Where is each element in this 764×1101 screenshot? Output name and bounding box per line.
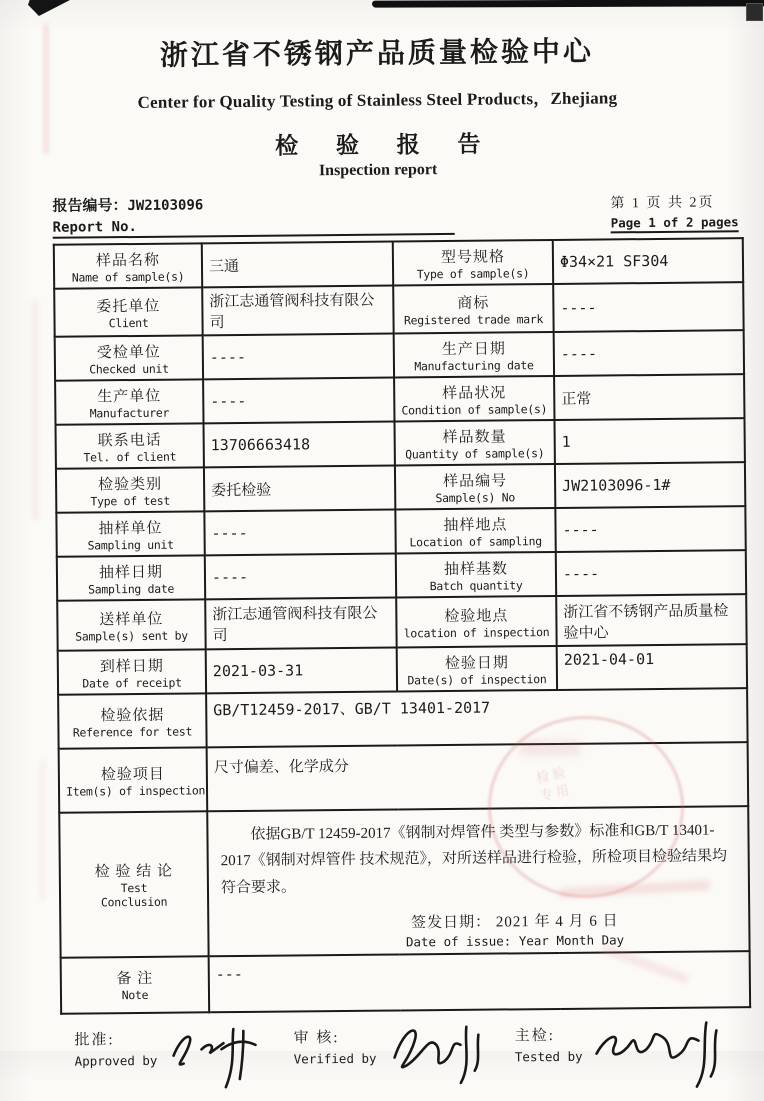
official-seal-stamp-text: 检 验 专 用	[534, 764, 571, 804]
label-en: Type of sample(s)	[416, 265, 530, 281]
label-cell	[56, 423, 204, 468]
label-cn: 样品状况	[442, 384, 507, 402]
conclusion-text: 依据GB/T 12459-2017《钢制对焊管件 类型与参数》标准和GB/T 13401-2017《钢制对焊管件 技术规范》，对所送样品进行检验，所检项目检验结果均符合要求。	[220, 822, 728, 896]
table-row	[55, 330, 744, 381]
page-info-en: Page 1 of 2 pages	[610, 214, 739, 231]
label-cell	[395, 508, 555, 554]
label-en: Tel. of client	[83, 449, 177, 464]
label-cn: 抽样地点	[443, 516, 508, 534]
label-en: Type of test	[90, 493, 171, 508]
label-cn: 商标	[457, 295, 490, 312]
verified-signature	[382, 1012, 513, 1095]
label-cell	[54, 243, 202, 288]
value-cell: JW2103096-1#	[555, 462, 745, 508]
table-row	[58, 644, 747, 695]
label-en: Date(s) of inspection	[407, 671, 547, 687]
label-cn: 抽样日期	[98, 564, 164, 581]
value-cell: 三通	[202, 242, 393, 288]
value-cell: 2021-03-31	[206, 647, 397, 693]
label-cn: 委托单位	[96, 298, 161, 315]
label-en: Name of sample(s)	[71, 269, 185, 285]
value-cell: 2021-04-01	[557, 644, 747, 690]
label-cell	[396, 552, 556, 598]
report-number-block	[52, 191, 454, 239]
value-cell: 浙江志通管阀科技有限公司	[202, 286, 393, 336]
label-cn: 抽样单位	[98, 520, 163, 537]
label-en: Note	[121, 988, 149, 1003]
table-row	[56, 506, 745, 557]
approved-signature-block	[74, 1026, 291, 1100]
value-cell: 正常	[554, 374, 744, 420]
label-cell	[55, 379, 203, 424]
report-number-label-cn: 报告编号：	[52, 198, 128, 215]
organization-title-cn: 浙江省不锈钢产品质量检验中心	[159, 36, 595, 72]
label-cn: 检验类别	[98, 476, 163, 493]
label-cn: 样品数量	[442, 428, 507, 446]
approved-signature	[163, 1014, 292, 1095]
label-cn: 检验项目	[100, 766, 165, 783]
label-en: Registered trade mark	[403, 311, 544, 327]
label-cell	[394, 420, 554, 466]
label-cell	[59, 811, 208, 957]
label-en: Client	[108, 315, 149, 330]
label-cn: 生产日期	[441, 340, 506, 358]
value-cell: ----	[553, 282, 743, 332]
issue-date-cn: 签发日期： 2021 年 4 月 6 日	[411, 913, 619, 932]
report-number-value: JW2103096	[127, 197, 204, 215]
table-row	[54, 238, 743, 289]
label-en: Sampling unit	[87, 537, 174, 552]
label-cn: 型号规格	[440, 248, 506, 266]
label-cn: 样品名称	[95, 252, 161, 269]
stamp-smudge	[520, 740, 580, 756]
tested-label-cn: 主检:	[514, 1027, 555, 1045]
label-en: Reference for test	[72, 723, 193, 740]
label-en: Sample(s) No	[435, 489, 516, 505]
signature-row	[74, 1022, 739, 1100]
value-cell: ----	[205, 554, 396, 600]
label-cell	[397, 646, 557, 692]
label-cn: 联系电话	[97, 432, 162, 449]
label-en: Manufacturing date	[414, 357, 534, 373]
table-row	[56, 462, 745, 513]
tested-signature	[588, 1010, 739, 1095]
table-row	[54, 282, 743, 337]
label-cn: 生产单位	[97, 388, 162, 405]
table-row	[57, 550, 746, 601]
label-cell	[393, 284, 553, 334]
label-cell	[57, 599, 205, 650]
label-en: Condition of sample(s)	[401, 401, 548, 417]
value-cell: 浙江省不锈钢产品质量检验中心	[556, 594, 746, 646]
approved-label-en: Approved by	[74, 1052, 158, 1069]
label-cn: 样品编号	[442, 472, 508, 490]
label-en: location of inspection	[403, 624, 550, 640]
value-cell: ----	[555, 506, 745, 552]
value-cell: ----	[203, 334, 394, 380]
verified-label-cn: 审 核:	[293, 1029, 340, 1047]
label-cell	[58, 693, 207, 748]
organization-title-en: Center for Quality Testing of Stainless Steel Products，Zhejiang	[137, 88, 618, 112]
approved-label-cn: 批准:	[74, 1031, 115, 1049]
label-en: Item(s) of inspection	[65, 782, 206, 799]
report-number-label-en: Report No.	[52, 218, 137, 236]
label-cn: 备 注	[116, 971, 154, 988]
value-cell: ----	[204, 510, 395, 556]
label-cell	[57, 555, 205, 600]
label-cell	[394, 376, 554, 422]
label-cn: 检 验 结 论	[94, 863, 174, 881]
label-en: Manufacturer	[89, 405, 170, 420]
table-row	[55, 374, 744, 425]
tested-label-en: Tested by	[514, 1048, 583, 1065]
value-cell: ----	[556, 550, 746, 596]
label-cell	[393, 240, 553, 286]
label-cell	[55, 335, 203, 380]
label-en: Location of sampling	[409, 533, 542, 549]
label-cell	[58, 649, 206, 694]
issue-date-en: Date of issue: Year Month Day	[405, 932, 625, 950]
label-en: Batch quantity	[429, 577, 523, 593]
label-en: Date of receipt	[82, 675, 182, 691]
value-cell: 1	[554, 418, 744, 464]
label-cn: 抽样基数	[443, 560, 508, 578]
value-cell: 浙江志通管阀科技有限公司	[205, 597, 396, 649]
label-en: Checked unit	[89, 361, 169, 376]
value-cell: 尺寸偏差、化学成分	[207, 742, 749, 811]
label-cn: 送样单位	[99, 611, 164, 628]
value-cell: ---	[209, 951, 751, 1012]
page-info-cn: 第 1 页 共 2页	[610, 195, 715, 212]
document-title-en: Inspection report	[318, 161, 438, 180]
value-cell: ----	[554, 330, 744, 376]
page-info-block	[610, 191, 738, 233]
verified-label-en: Verified by	[293, 1050, 377, 1067]
label-cell	[59, 747, 208, 812]
label-cell	[395, 464, 555, 510]
value-cell: 委托检验	[204, 466, 395, 512]
document-title-cn: 检 验 报 告	[275, 131, 497, 159]
inspection-info-table	[53, 237, 751, 1014]
value-cell: ----	[203, 378, 394, 424]
label-cn: 受检单位	[96, 344, 161, 361]
table-row	[56, 418, 745, 469]
table-row	[57, 594, 746, 651]
tested-signature-block	[515, 1022, 739, 1096]
label-en: Sampling date	[87, 581, 175, 596]
value-cell: GB/T12459-2017、GB/T 13401-2017	[206, 688, 747, 747]
label-en: Quantity of sample(s)	[405, 445, 545, 461]
label-cell	[396, 596, 556, 648]
label-cell	[54, 287, 202, 336]
verified-signature-block	[293, 1024, 512, 1098]
value-cell: 13706663418	[204, 422, 395, 468]
label-en: Sample(s) sent by	[75, 628, 188, 644]
label-cell	[394, 332, 554, 378]
value-cell: Φ34×21 SF304	[553, 238, 743, 284]
label-cn: 检验日期	[444, 654, 509, 672]
label-en: Test	[120, 880, 148, 896]
label-cn: 检验依据	[100, 707, 165, 724]
report-meta-row	[52, 188, 740, 239]
label-cn: 到样日期	[99, 658, 164, 675]
label-cn: 检验地点	[444, 607, 509, 625]
label-cell	[56, 511, 204, 556]
label-cell	[56, 467, 204, 512]
label-cell	[61, 956, 210, 1013]
label-en: Conclusion	[100, 894, 168, 910]
